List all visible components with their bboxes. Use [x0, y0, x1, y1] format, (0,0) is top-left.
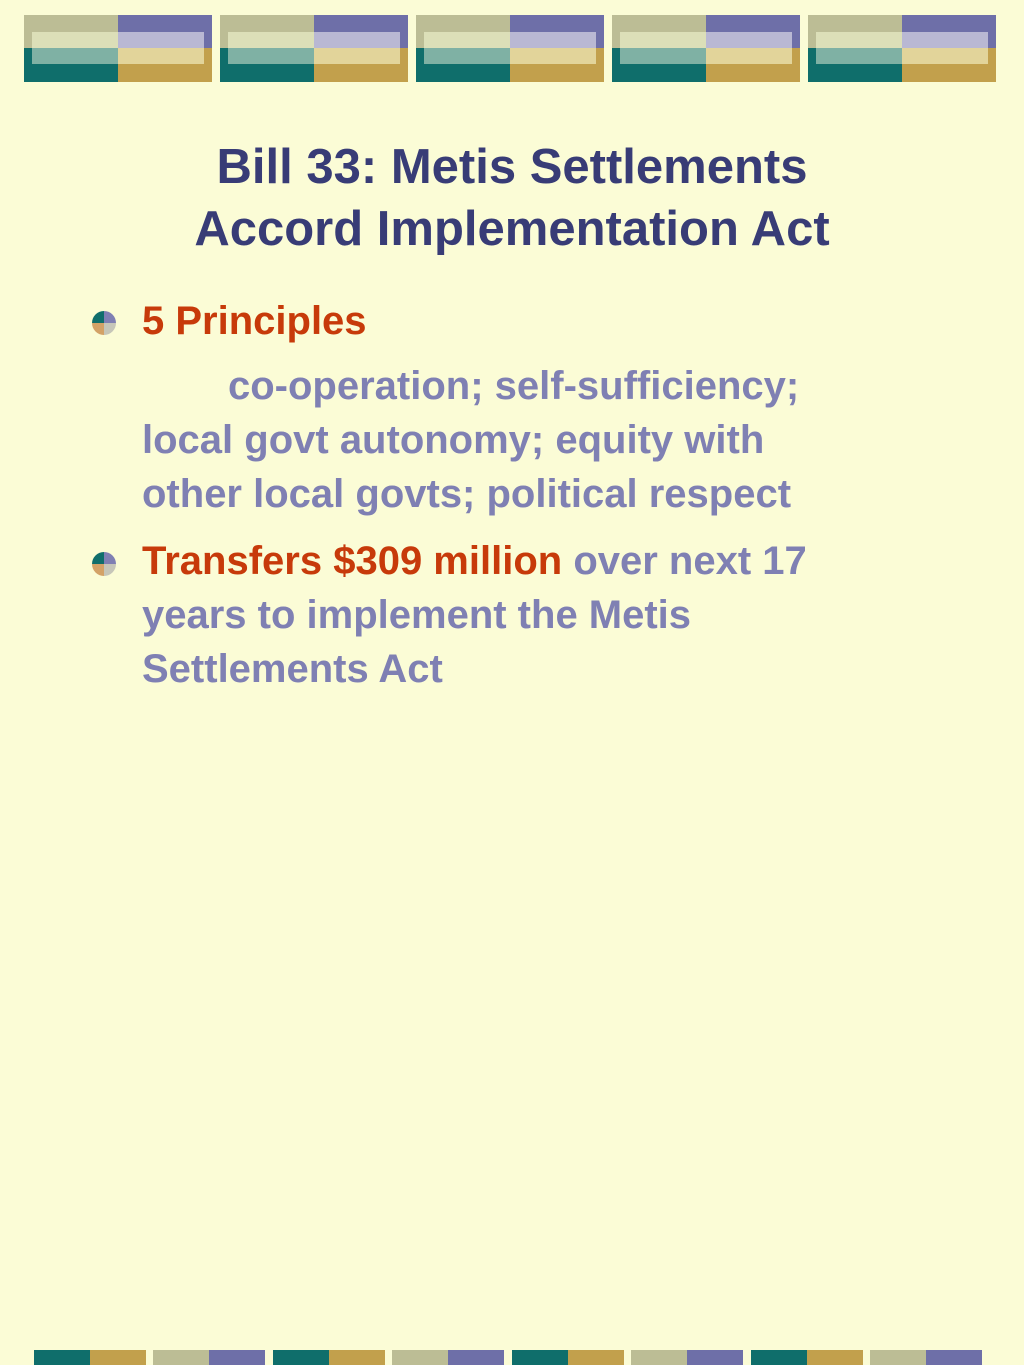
bullet-first-line — [142, 534, 807, 588]
bullet-icon — [92, 311, 116, 335]
bullet-icon — [92, 552, 116, 576]
bullet-highlight: Transfers $309 million — [142, 539, 563, 583]
decorative-tile — [416, 15, 604, 82]
title-line: Accord Implementation Act — [194, 202, 830, 256]
bullet-body-text: over next 17 — [562, 539, 807, 583]
title-line: Bill 33: Metis Settlements — [216, 140, 808, 194]
decorative-tile — [808, 15, 996, 82]
bullet-body-line: local govt autonomy; equity with — [142, 418, 765, 462]
decorative-tile — [220, 15, 408, 82]
bullet-body-line: other local govts; political respect — [142, 472, 792, 516]
decorative-tile — [24, 15, 212, 82]
bullet-body-line: years to implement the Metis — [142, 593, 692, 637]
top-decorative-band — [0, 15, 1024, 82]
slide-title — [60, 136, 964, 260]
bullet-body-line: co-operation; self-sufficiency; — [228, 364, 800, 408]
bullet-heading: 5 Principles — [142, 299, 367, 343]
decorative-tile — [612, 15, 800, 82]
bullet-body-line: Settlements Act — [142, 647, 443, 691]
bottom-decorative-band — [0, 1350, 1024, 1365]
